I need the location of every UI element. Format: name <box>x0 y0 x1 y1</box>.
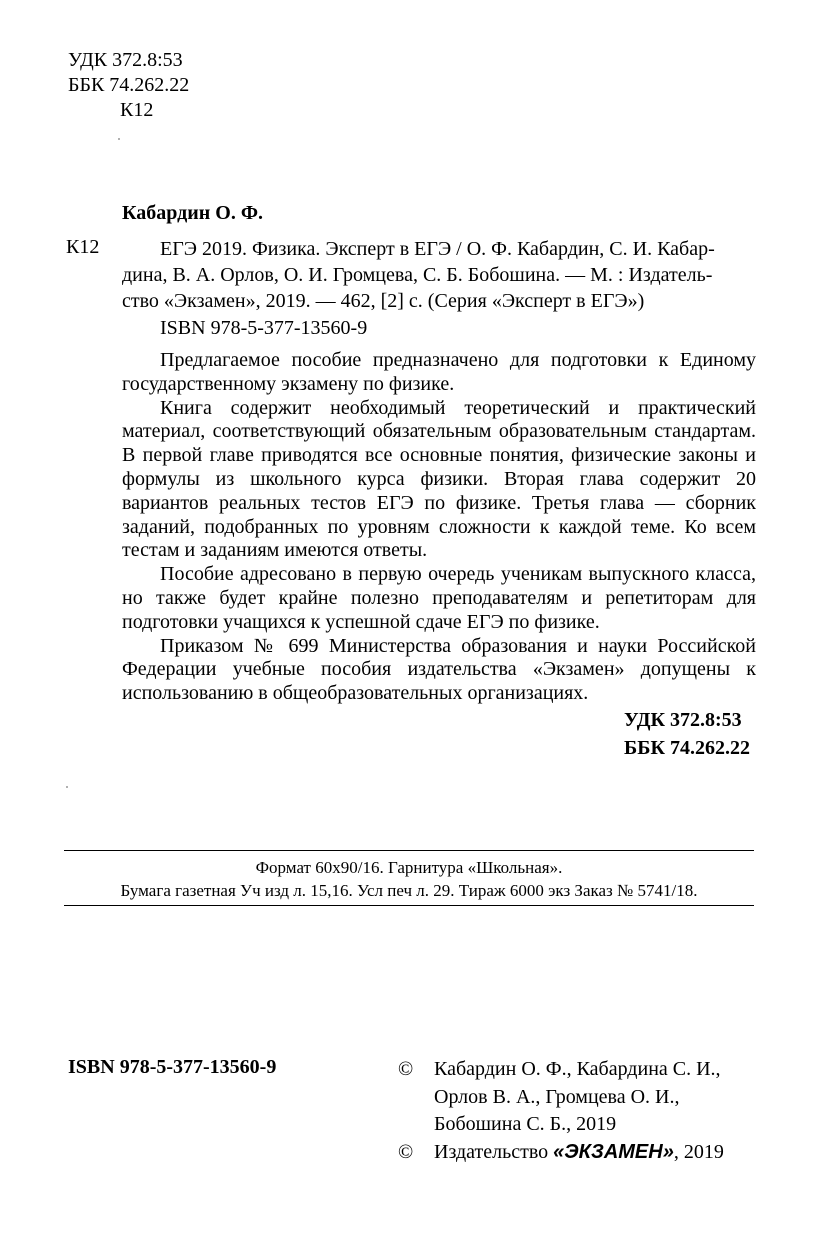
copyright-block <box>398 1056 724 1166</box>
copyright-icon: © <box>398 1140 414 1163</box>
bibliographic-reference <box>122 236 756 314</box>
reference-line: дина, В. А. Орлов, О. И. Громцева, С. Б. Бобошина. — М. : Издатель- <box>122 264 713 286</box>
author-mark: К12 <box>66 236 100 258</box>
publisher-prefix: Издательство <box>434 1140 554 1163</box>
header-bbk: ББК 74.262.22 <box>68 74 190 96</box>
publisher-brand: «ЭКЗАМЕН» <box>553 1140 674 1163</box>
imprint-print-details: Бумага газетная Уч изд л. 15,16. Усл печ л. 29. Тираж 6000 экз Заказ № 5741/18. <box>120 881 698 900</box>
imprint-format: Формат 60x90/16. Гарнитура «Школьная». <box>255 858 563 877</box>
annotation-paragraph: Пособие адресовано в первую очередь ученикам выпускного класса, но также будет крайне полезно преподавателям и репетиторам для подготовки учащихся к успешной сдаче ЕГЭ по физике. <box>122 563 756 633</box>
annotation-paragraph: Приказом № 699 Министерства образования и науки Российской Федерации учебные пособия издательства «Экзамен» допущены к использованию в общеобразовательных организациях. <box>122 634 756 705</box>
imprint-bottom-rule <box>64 905 754 906</box>
footer-isbn: ISBN 978-5-377-13560-9 <box>68 1056 277 1078</box>
annotation-paragraph: Книга содержит необходимый теоретический и практический материал, соответствующий обязательным образовательным стандартам. В первой главе приводятся все основные понятия, физические законы и формулы из школьного курса физики. Вторая глава содержит 20 вариантов реальных тестов ЕГЭ по физике. Третья глава — сборник заданий, подобранных по уровням сложности к каждой теме. Ко всем тестам и заданиям имеются ответы. <box>122 396 756 562</box>
scan-speck <box>66 786 68 788</box>
annotation <box>122 349 756 706</box>
header-udk: УДК 372.8:53 <box>68 49 183 71</box>
copyright-publisher <box>434 1139 724 1167</box>
reference-line: ство «Экзамен», 2019. — 462, [2] с. (Серия «Эксперт в ЕГЭ») <box>122 290 645 312</box>
scan-speck <box>118 138 120 140</box>
classification-udk: УДК 372.8:53 <box>624 709 742 731</box>
annotation-paragraph: Предлагаемое пособие предназначено для подготовки к Единому государственному экзамену по физике. <box>122 349 756 395</box>
imprint-top-rule <box>64 850 754 851</box>
publisher-year: , 2019 <box>673 1140 724 1163</box>
header-classification <box>68 48 189 123</box>
copyright-authors-line: Орлов В. А., Громцева О. И., <box>434 1085 680 1108</box>
copyright-icon: © <box>398 1058 414 1080</box>
reference-line: ЕГЭ 2019. Физика. Эксперт в ЕГЭ / О. Ф. Кабардин, С. И. Кабар- <box>160 238 715 260</box>
copyright-authors-line: Кабардин О. Ф., Кабардина С. И., <box>434 1058 721 1080</box>
isbn-entry: ISBN 978-5-377-13560-9 <box>160 317 368 339</box>
header-author-mark: К12 <box>120 99 154 121</box>
classification-codes <box>624 706 750 762</box>
author-name: Кабардин О. Ф. <box>122 202 263 224</box>
copyright-authors-line: Бобошина С. Б., 2019 <box>434 1113 617 1135</box>
classification-bbk: ББК 74.262.22 <box>624 737 750 759</box>
